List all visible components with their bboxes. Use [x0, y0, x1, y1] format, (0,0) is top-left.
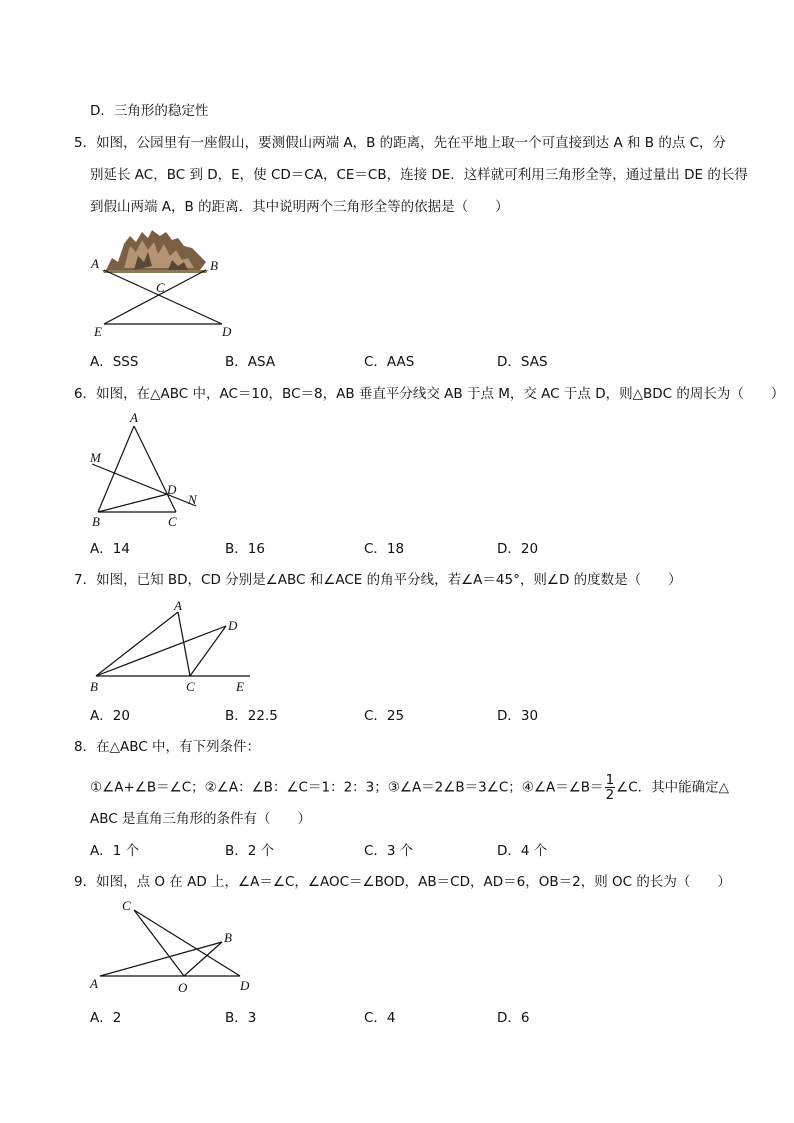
fraction-denominator: 2 — [605, 787, 615, 803]
q7-option-c: C．25 — [364, 708, 405, 724]
label-D: D — [167, 482, 177, 497]
label-O: O — [178, 980, 188, 995]
q5-stem-line1: 5．如图，公园里有一座假山，要测假山两端 A，B 的距离，先在平地上取一个可直接到达 A 和 B 的点 C，分 — [74, 135, 727, 151]
q8-conditions-text-a: ①∠A+∠B＝∠C；②∠A：∠B：∠C＝1：2：3；③∠A＝2∠B＝3∠C；④∠A＝∠B＝ — [90, 779, 604, 796]
q9-option-c: C．4 — [364, 1010, 396, 1026]
label-B: B — [92, 514, 100, 529]
q5-option-d: D．SAS — [497, 354, 548, 370]
rockery-image — [102, 230, 208, 273]
q6-option-c: C．18 — [364, 541, 405, 557]
q8-option-a: A．1 个 — [90, 843, 140, 859]
q8-conditions — [90, 773, 729, 802]
segment-CO — [134, 910, 184, 976]
label-A: A — [130, 410, 138, 425]
q6-option-d: D．20 — [497, 541, 539, 557]
q9-option-a: A．2 — [90, 1010, 122, 1026]
q5-figure — [88, 222, 238, 342]
q8-conditions-text-b: ∠C．其中能确定△ — [616, 779, 730, 796]
label-A: A — [174, 598, 182, 613]
label-D: D — [240, 978, 250, 993]
q5-stem-line3: 到假山两端 A，B 的距离．其中说明两个三角形全等的依据是（ ） — [90, 199, 509, 215]
q5-option-b: B．ASA — [225, 354, 276, 370]
q6-option-b: B．16 — [225, 541, 265, 557]
q9-option-b: B．3 — [225, 1010, 257, 1026]
label-C: C — [122, 898, 131, 913]
label-B: B — [90, 679, 98, 694]
q5-option-a: A．SSS — [90, 354, 139, 370]
q7-option-d: D．30 — [497, 708, 539, 724]
label-D: D — [228, 618, 238, 633]
label-D: D — [222, 324, 232, 339]
q8-stem-line1: 8．在△ABC 中，有下列条件： — [74, 739, 260, 755]
q7-stem-line1: 7．如图，已知 BD，CD 分别是∠ABC 和∠ACE 的角平分线，若∠A＝45°，则∠D 的度数是（ ） — [74, 572, 682, 588]
q9-option-d: D．6 — [497, 1010, 530, 1026]
label-B: B — [210, 258, 218, 273]
label-B: B — [224, 930, 232, 945]
label-C: C — [156, 280, 165, 295]
label-C: C — [168, 514, 177, 529]
q8-option-b: B．2 个 — [225, 843, 275, 859]
q6-option-a: A．14 — [90, 541, 130, 557]
q4-option-d: D．三角形的稳定性 — [90, 103, 209, 119]
segment-AC — [134, 426, 176, 512]
label-E: E — [236, 679, 244, 694]
fraction-numerator: 1 — [605, 772, 615, 788]
label-M: M — [90, 450, 101, 465]
q5-option-c: C．AAS — [364, 354, 415, 370]
fraction-one-half — [605, 773, 616, 802]
q9-stem-line1: 9．如图，点 O 在 AD 上，∠A＝∠C，∠AOC＝∠BOD，AB＝CD，AD＝6，OB＝2，则 OC 的长为（ ） — [74, 874, 731, 890]
q6-stem-line1: 6．如图，在△ABC 中，AC＝10，BC＝8，AB 垂直平分线交 AB 于点 M，交 AC 于点 D，则△BDC 的周长为（ ） — [74, 386, 785, 402]
q8-option-c: C．3 个 — [364, 843, 414, 859]
q7-option-a: A．20 — [90, 708, 130, 724]
label-N: N — [188, 492, 197, 507]
segment-BD — [98, 494, 168, 512]
q7-option-b: B．22.5 — [225, 708, 278, 724]
segment-AD — [104, 270, 222, 324]
label-E: E — [94, 324, 102, 339]
label-A: A — [90, 976, 98, 991]
label-A: A — [91, 256, 99, 271]
q9-figure — [86, 896, 266, 998]
label-C: C — [186, 679, 195, 694]
segment-BD — [96, 626, 226, 676]
q6-figure — [86, 408, 216, 532]
q5-stem-line2: 别延长 AC，BC 到 D，E，使 CD＝CA，CE＝CB，连接 DE．这样就可利用三角形全等，通过量出 DE 的长得 — [90, 167, 748, 183]
q7-figure — [86, 596, 256, 698]
q8-option-d: D．4 个 — [497, 843, 548, 859]
segment-BE — [104, 270, 206, 324]
q8-stem-line3: ABC 是直角三角形的条件有（ ） — [90, 811, 311, 827]
segment-BA — [96, 612, 178, 676]
